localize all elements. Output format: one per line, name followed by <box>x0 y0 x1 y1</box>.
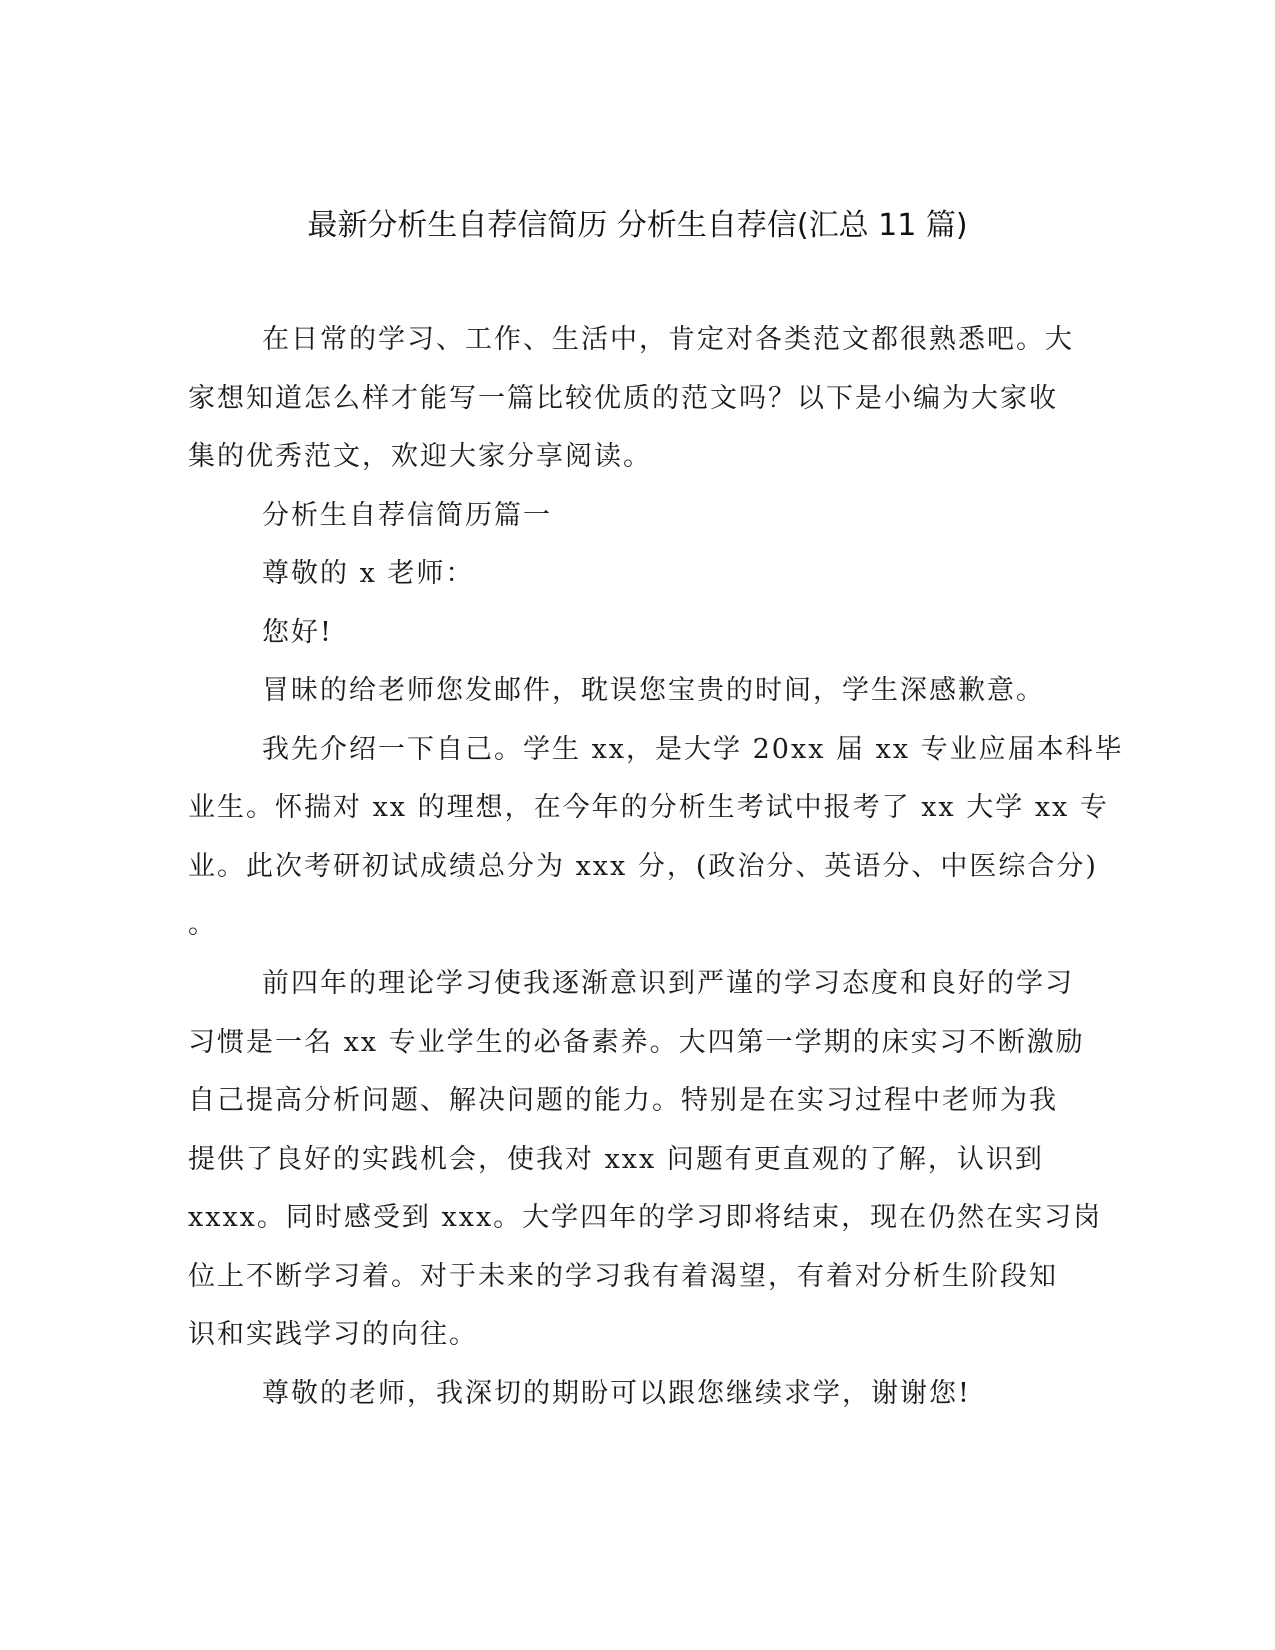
paragraph-3-line-3: 自己提高分析问题、解决问题的能力。特别是在实习过程中老师为我 <box>188 1085 1058 1116</box>
paragraph-2-line-4: 。 <box>188 909 217 940</box>
salutation: 尊敬的 x 老师： <box>262 558 475 589</box>
paragraph-2-line-2: 业生。怀揣对 xx 的理想，在今年的分析生考试中报考了 xx 大学 xx 专 <box>188 792 1109 823</box>
paragraph-2-line-1: 我先介绍一下自己。学生 xx，是大学 20xx 届 xx 专业应届本科毕 <box>262 734 1124 765</box>
paragraph-3-line-7: 识和实践学习的向往。 <box>188 1319 478 1350</box>
intro-line-3: 集的优秀范文，欢迎大家分享阅读。 <box>188 441 652 472</box>
paragraph-3-line-2: 习惯是一名 xx 专业学生的必备素养。大四第一学期的床实习不断激励 <box>188 1027 1085 1058</box>
section-heading: 分析生自荐信简历篇一 <box>262 500 552 531</box>
paragraph-2-line-3: 业。此次考研初试成绩总分为 xxx 分，(政治分、英语分、中医综合分) <box>188 851 1098 882</box>
closing-line: 尊敬的老师，我深切的期盼可以跟您继续求学，谢谢您! <box>262 1378 971 1409</box>
paragraph-3-line-5: xxxx。同时感受到 xxx。大学四年的学习即将结束，现在仍然在实习岗 <box>188 1202 1103 1233</box>
greeting: 您好! <box>262 617 333 648</box>
document-title: 最新分析生自荐信简历 分析生自荐信(汇总 11 篇) <box>307 208 968 243</box>
paragraph-3-line-6: 位上不断学习着。对于未来的学习我有着渴望，有着对分析生阶段知 <box>188 1261 1058 1292</box>
paragraph-1-line-1: 冒昧的给老师您发邮件，耽误您宝贵的时间，学生深感歉意。 <box>262 675 1045 706</box>
paragraph-3-line-4: 提供了良好的实践机会，使我对 xxx 问题有更直观的了解，认识到 <box>188 1144 1044 1175</box>
paragraph-3-line-1: 前四年的理论学习使我逐渐意识到严谨的学习态度和良好的学习 <box>262 968 1074 999</box>
intro-line-1: 在日常的学习、工作、生活中，肯定对各类范文都很熟悉吧。大 <box>262 324 1074 355</box>
intro-line-2: 家想知道怎么样才能写一篇比较优质的范文吗？以下是小编为大家收 <box>188 383 1058 414</box>
